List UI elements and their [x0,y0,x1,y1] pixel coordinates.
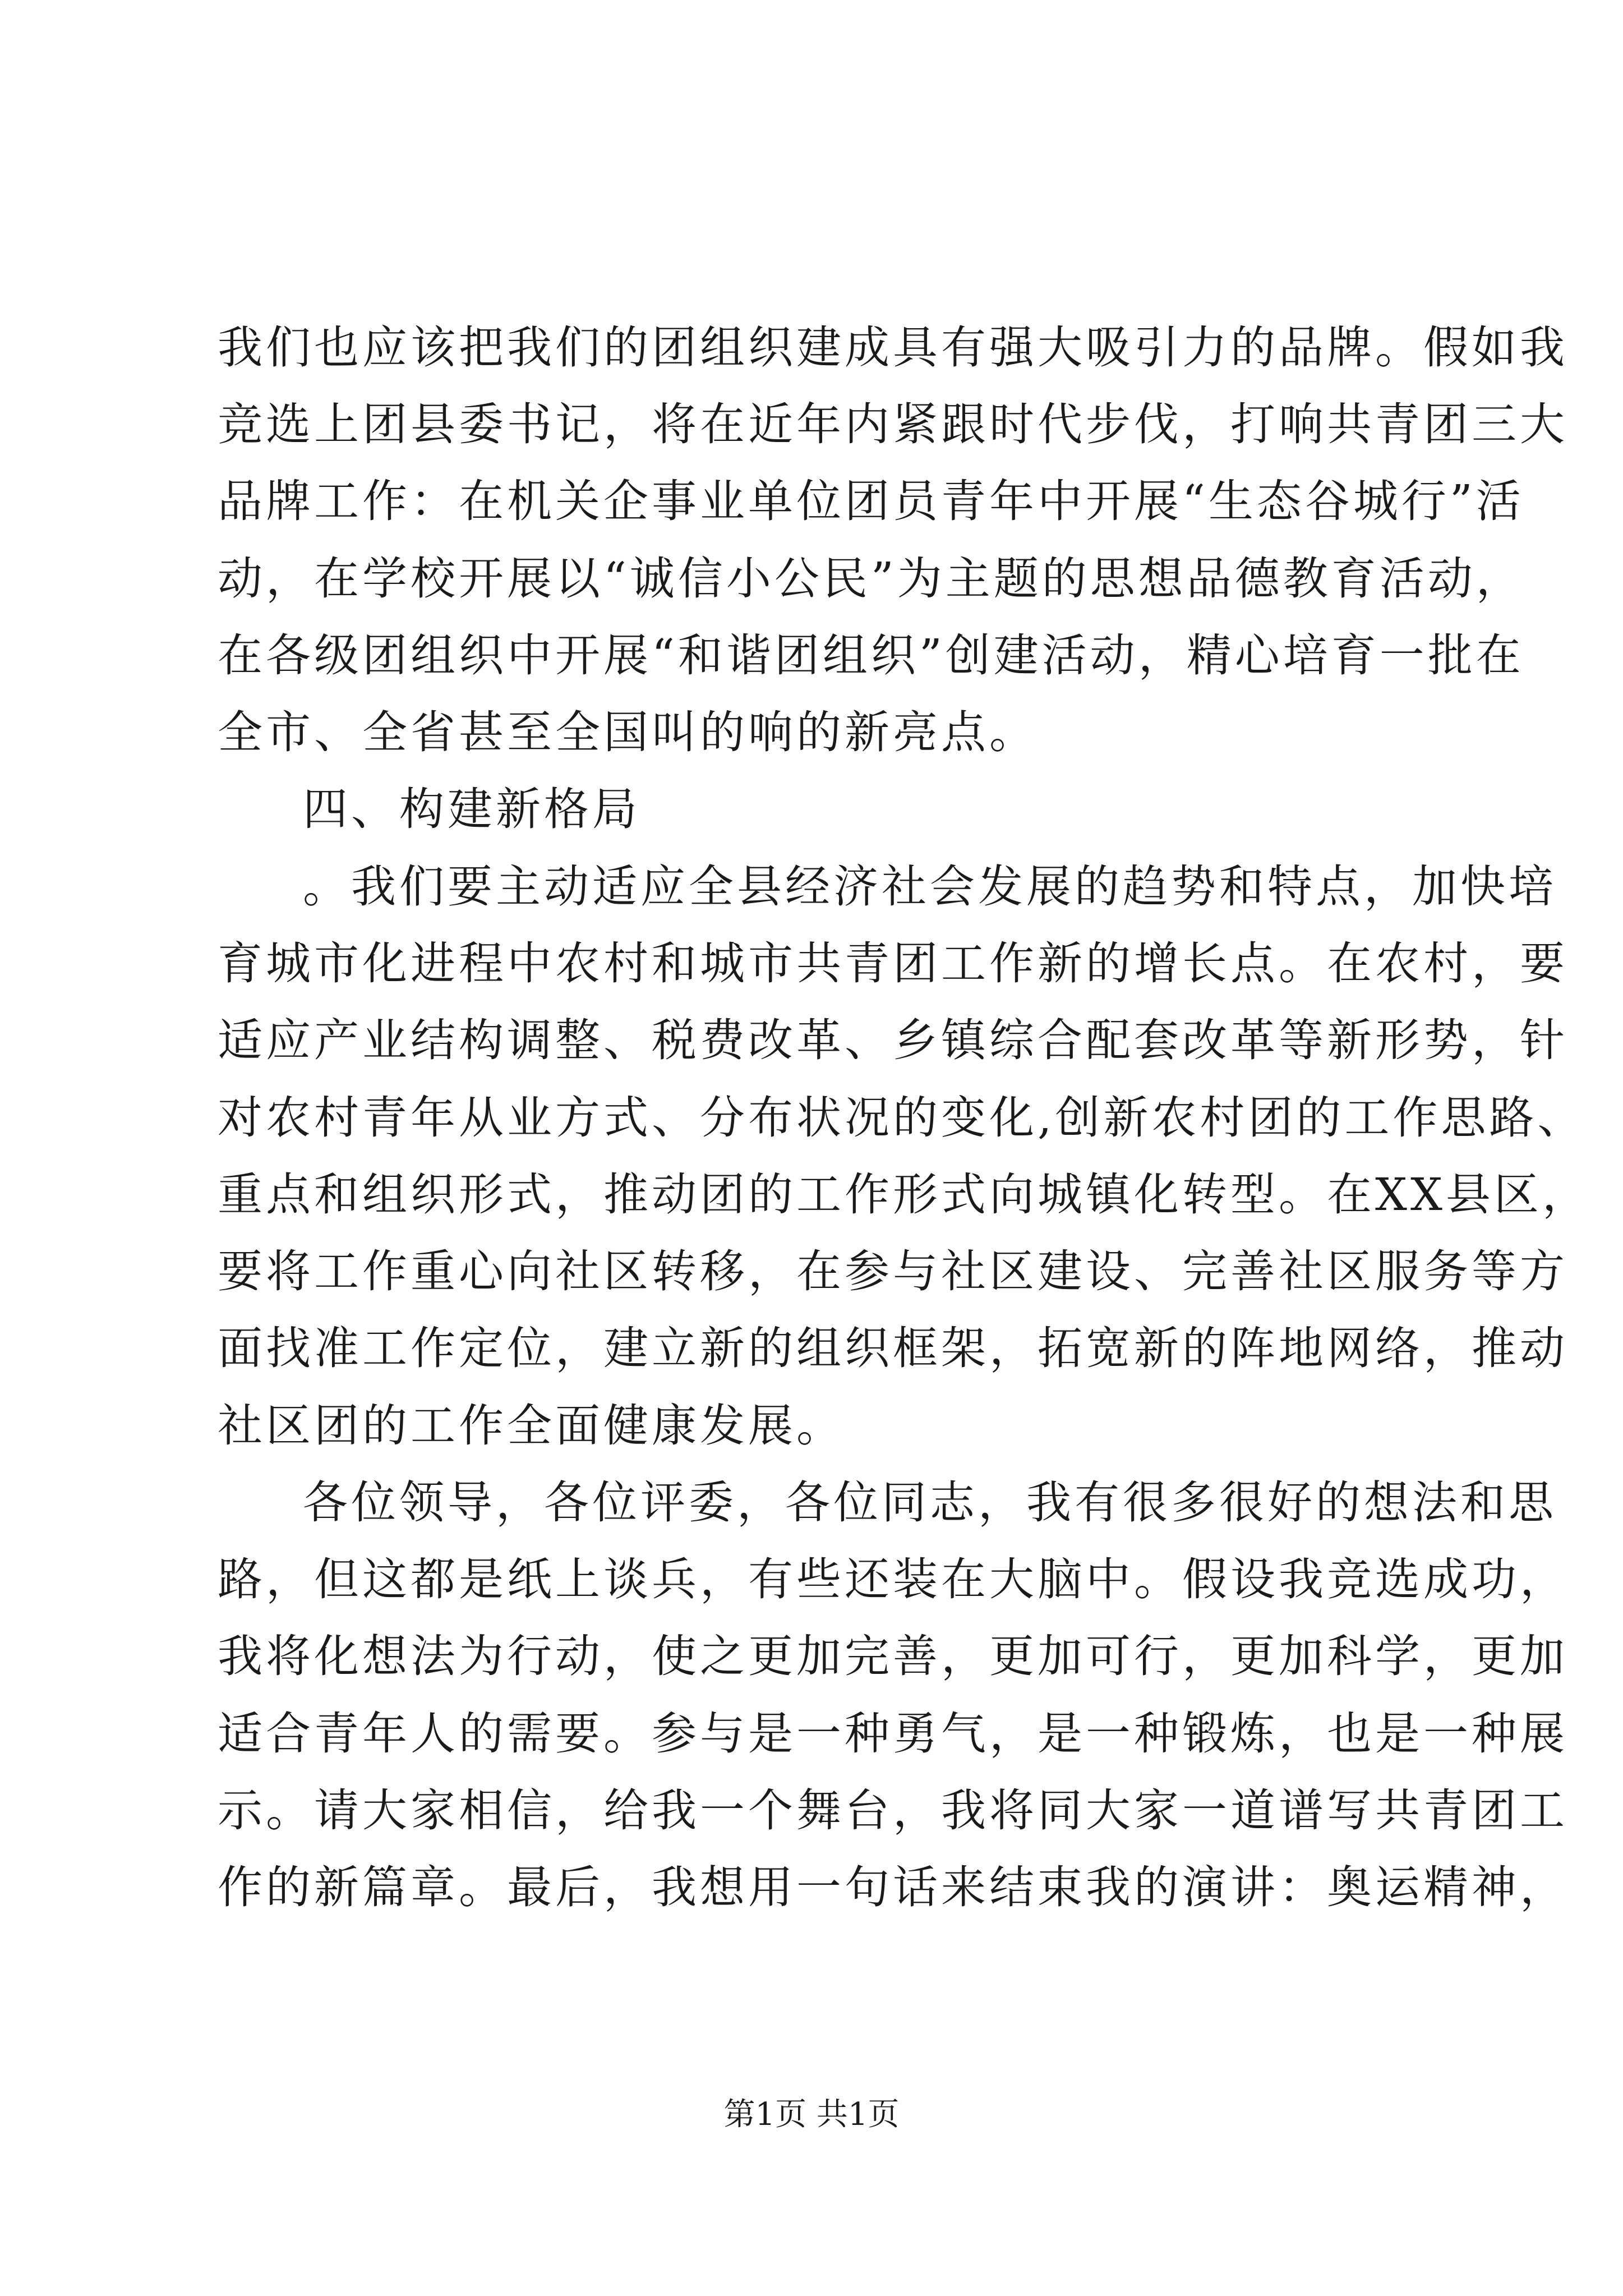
text-line: 对农村青年从业方式、分布状况的变化,创新农村团的工作思路、 [218,1092,1586,1144]
text-line: 我将化想法为行动，使之更加完善，更加可行，更加科学，更加 [218,1630,1568,1682]
text-line: 重点和组织形式，推动团的工作形式向城镇化转型。在XX县区， [218,1168,1590,1221]
text-line: 竞选上团县委书记，将在近年内紧跟时代步伐，打响共青团三大 [218,398,1568,450]
text-line: 路，但这都是纸上谈兵，有些还装在大脑中。假设我竞选成功， [218,1553,1568,1605]
text-line: 品牌工作：在机关企事业单位团员青年中开展“生态谷城行”活 [218,475,1524,527]
text-line: 。我们要主动适应全县经济社会发展的趋势和特点，加快培 [303,861,1557,913]
text-line: 示。请大家相信，给我一个舞台，我将同大家一道谱写共青团工 [218,1784,1568,1837]
text-line: 面找准工作定位，建立新的组织框架，拓宽新的阵地网络，推动 [218,1322,1568,1374]
text-line: 育城市化进程中农村和城市共青团工作新的增长点。在农村，要 [218,937,1568,990]
text-line: 动，在学校开展以“诚信小公民”为主题的思想品德教育活动， [218,553,1524,605]
text-line: 适合青年人的需要。参与是一种勇气，是一种锻炼，也是一种展 [218,1708,1568,1760]
text-line: 作的新篇章。最后，我想用一句话来结束我的演讲：奥运精神， [218,1861,1568,1913]
text-line: 各位领导，各位评委，各位同志，我有很多很好的想法和思 [303,1476,1557,1529]
text-line: 在各级团组织中开展“和谐团组织”创建活动，精心培育一批在 [218,629,1524,682]
text-line: 社区团的工作全面健康发展。 [218,1400,845,1452]
text-line: 要将工作重心向社区转移，在参与社区建设、完善社区服务等方 [218,1245,1568,1297]
text-line: 全市、全省甚至全国叫的响的新亮点。 [218,706,1038,758]
text-line: 适应产业结构调整、税费改革、乡镇综合配套改革等新形势，针 [218,1014,1568,1066]
section-heading: 四、构建新格局 [303,783,640,835]
text-line: 我们也应该把我们的团组织建成具有强大吸引力的品牌。假如我 [218,321,1568,374]
page-footer: 第1页 共1页 [723,2096,900,2133]
